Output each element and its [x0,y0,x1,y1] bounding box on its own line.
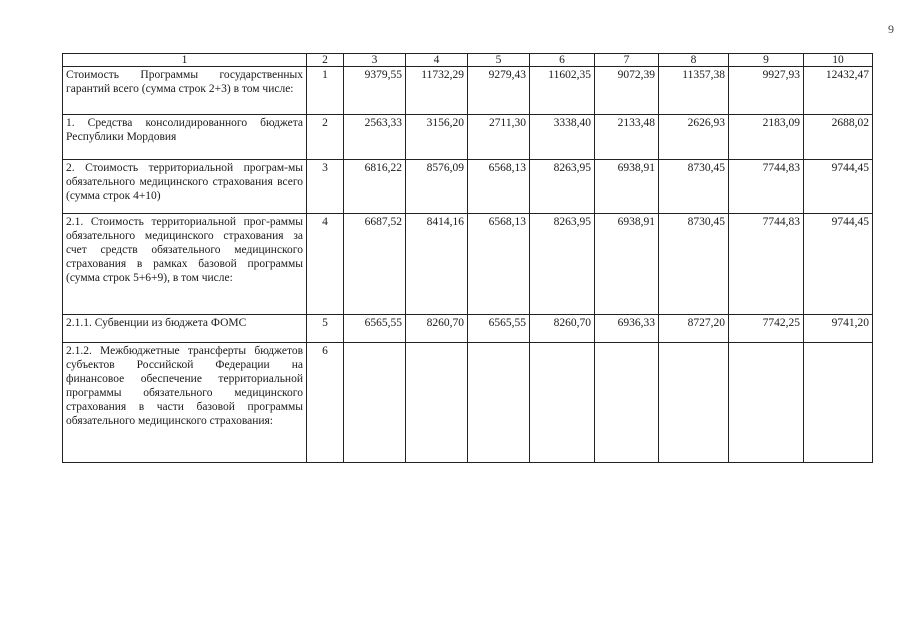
value-cell: 8730,45 [659,160,729,214]
row-description: 1. Средства консолидированного бюджета Республики Мордовия [63,115,307,160]
column-header: 2 [307,54,344,67]
column-header: 5 [468,54,530,67]
value-cell: 6938,91 [595,214,659,315]
value-cell: 9744,45 [804,214,873,315]
row-description: 2.1.2. Межбюджетные трансферты бюджетов субъектов Российской Федерации на финансовое обеспечение территориальной программы обязательного медицинского страхования в части базовой программы обязательного медицинского страхования: [63,343,307,463]
row-code: 6 [307,343,344,463]
value-cell: 9927,93 [729,67,804,115]
column-header: 9 [729,54,804,67]
value-cell: 11732,29 [406,67,468,115]
table-row [63,67,873,115]
column-header: 7 [595,54,659,67]
value-cell: 3156,20 [406,115,468,160]
value-cell: 8576,09 [406,160,468,214]
value-cell: 2688,02 [804,115,873,160]
column-header: 4 [406,54,468,67]
row-code: 1 [307,67,344,115]
value-cell: 9279,43 [468,67,530,115]
value-cell: 6816,22 [344,160,406,214]
value-cell: 6565,55 [344,315,406,343]
row-description: 2. Стоимость территориальной програм-мы обязательного медицинского страхования всего (сумма строк 4+10) [63,160,307,214]
page-number: 9 [888,22,894,36]
value-cell: 6687,52 [344,214,406,315]
value-cell: 6568,13 [468,160,530,214]
table-row [63,315,873,343]
column-header: 3 [344,54,406,67]
value-cell [729,343,804,463]
value-cell: 3338,40 [530,115,595,160]
value-cell: 11602,35 [530,67,595,115]
value-cell: 6568,13 [468,214,530,315]
value-cell: 2133,48 [595,115,659,160]
value-cell [406,343,468,463]
value-cell: 6565,55 [468,315,530,343]
value-cell: 7744,83 [729,214,804,315]
row-description: 2.1.1. Субвенции из бюджета ФОМС [63,315,307,343]
value-cell [344,343,406,463]
value-cell: 9744,45 [804,160,873,214]
table-row [63,160,873,214]
value-cell: 9741,20 [804,315,873,343]
value-cell: 2183,09 [729,115,804,160]
value-cell: 8730,45 [659,214,729,315]
value-cell: 6936,33 [595,315,659,343]
column-header: 10 [804,54,873,67]
value-cell [530,343,595,463]
value-cell: 8263,95 [530,214,595,315]
value-cell: 9379,55 [344,67,406,115]
value-cell: 7744,83 [729,160,804,214]
table-row [63,214,873,315]
value-cell [804,343,873,463]
value-cell: 9072,39 [595,67,659,115]
column-header: 6 [530,54,595,67]
value-cell: 11357,38 [659,67,729,115]
row-description: 2.1. Стоимость территориальной прог-раммы обязательного медицинского страхования за счет средств обязательного медицинского страхования в рамках базовой программы (сумма строк 5+6+9), в том числе: [63,214,307,315]
value-cell [468,343,530,463]
value-cell: 8414,16 [406,214,468,315]
row-code: 4 [307,214,344,315]
row-description: Стоимость Программы государственных гарантий всего (сумма строк 2+3) в том числе: [63,67,307,115]
value-cell: 2563,33 [344,115,406,160]
value-cell: 12432,47 [804,67,873,115]
value-cell [659,343,729,463]
value-cell [595,343,659,463]
value-cell: 6938,91 [595,160,659,214]
value-cell: 2711,30 [468,115,530,160]
row-code: 2 [307,115,344,160]
value-cell: 8263,95 [530,160,595,214]
column-number-row [63,54,873,67]
row-code: 5 [307,315,344,343]
column-header: 1 [63,54,307,67]
column-header: 8 [659,54,729,67]
table-row [63,343,873,463]
table-row [63,115,873,160]
row-code: 3 [307,160,344,214]
program-cost-table [62,53,873,463]
value-cell: 8727,20 [659,315,729,343]
value-cell: 8260,70 [530,315,595,343]
value-cell: 8260,70 [406,315,468,343]
value-cell: 2626,93 [659,115,729,160]
value-cell: 7742,25 [729,315,804,343]
